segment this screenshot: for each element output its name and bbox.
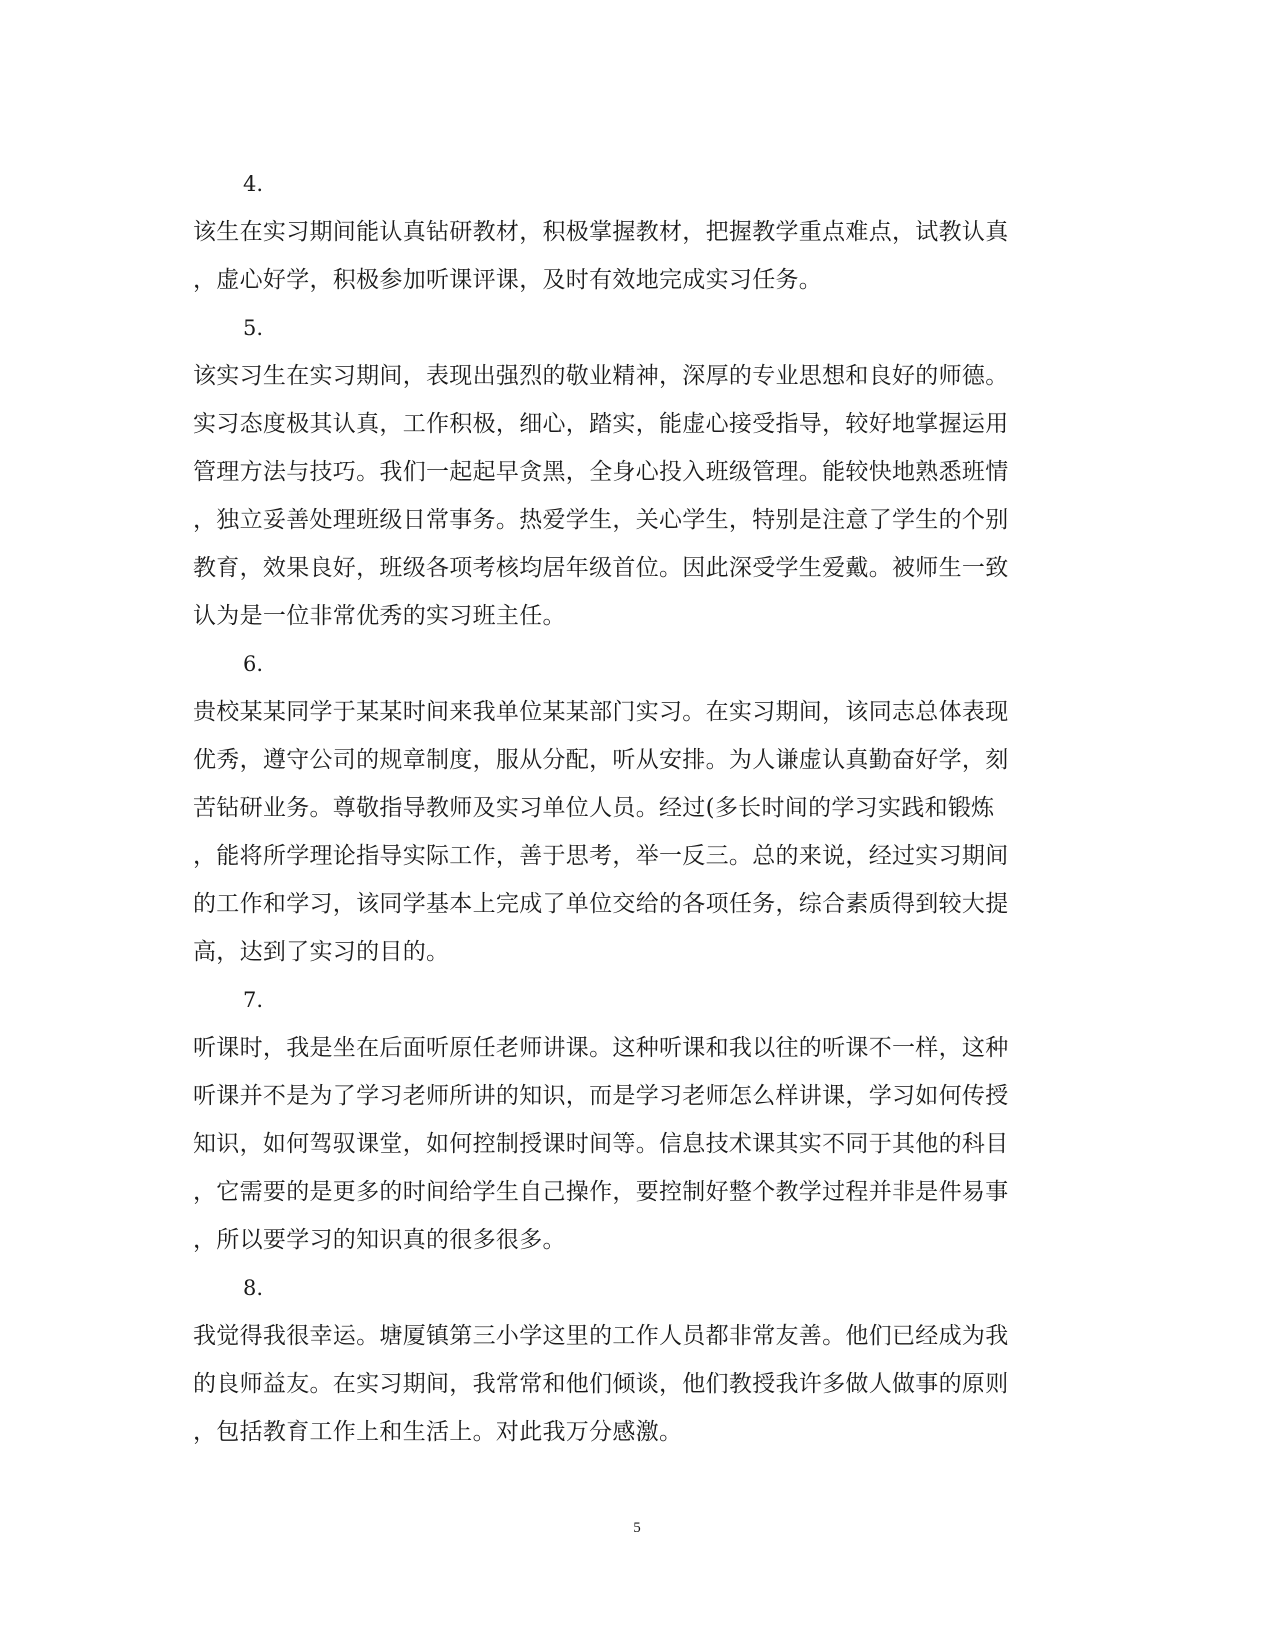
paragraph-line: 优秀，遵守公司的规章制度，服从分配，听从安排。为人谦虚认真勤奋好学，刻 xyxy=(193,747,1009,773)
section-number: 4. xyxy=(243,172,264,196)
section-8 xyxy=(193,1264,1073,1456)
section-number: 6. xyxy=(243,652,264,676)
paragraph-line: 知识，如何驾驭课堂，如何控制授课时间等。信息技术课其实不同于其他的科目 xyxy=(193,1131,1009,1157)
paragraph-line: 该生在实习期间能认真钻研教材，积极掌握教材，把握教学重点难点，试教认真 xyxy=(193,219,1009,245)
paragraph-line: 贵校某某同学于某某时间来我单位某某部门实习。在实习期间，该同志总体表现 xyxy=(193,699,1009,725)
paragraph-line: 的工作和学习，该同学基本上完成了单位交给的各项任务，综合素质得到较大提 xyxy=(193,891,1009,917)
section-number: 7. xyxy=(243,988,264,1012)
paragraph-line: 听课并不是为了学习老师所讲的知识，而是学习老师怎么样讲课，学习如何传授 xyxy=(193,1083,1009,1109)
paragraph-line: ，独立妥善处理班级日常事务。热爱学生，关心学生，特别是注意了学生的个别 xyxy=(193,507,1009,533)
paragraph-line: ，包括教育工作上和生活上。对此我万分感激。 xyxy=(193,1419,683,1445)
paragraph-line: ，虚心好学，积极参加听课评课，及时有效地完成实习任务。 xyxy=(193,267,823,293)
page-number: 5 xyxy=(633,1520,641,1536)
section-4 xyxy=(193,160,1073,304)
paragraph-line: 我觉得我很幸运。塘厦镇第三小学这里的工作人员都非常友善。他们已经成为我 xyxy=(193,1323,1009,1349)
section-7 xyxy=(193,976,1073,1264)
paragraph-line: 苦钻研业务。尊敬指导教师及实习单位人员。经过(多长时间的学习实践和锻炼 xyxy=(193,795,995,821)
paragraph-line: ，它需要的是更多的时间给学生自己操作，要控制好整个教学过程并非是件易事 xyxy=(193,1179,1009,1205)
section-5 xyxy=(193,304,1073,640)
paragraph-line: 的良师益友。在实习期间，我常常和他们倾谈，他们教授我许多做人做事的原则 xyxy=(193,1371,1009,1397)
section-number: 5. xyxy=(243,316,264,340)
paragraph-line: 听课时，我是坐在后面听原任老师讲课。这种听课和我以往的听课不一样，这种 xyxy=(193,1035,1009,1061)
paragraph-line: 认为是一位非常优秀的实习班主任。 xyxy=(193,603,566,629)
paragraph-line: ，能将所学理论指导实际工作，善于思考，举一反三。总的来说，经过实习期间 xyxy=(193,843,1009,869)
paragraph-line: 教育，效果良好，班级各项考核均居年级首位。因此深受学生爱戴。被师生一致 xyxy=(193,555,1009,581)
paragraph-line: 实习态度极其认真，工作积极，细心，踏实，能虚心接受指导，较好地掌握运用 xyxy=(193,411,1009,437)
paragraph-line: 高，达到了实习的目的。 xyxy=(193,939,450,965)
document-body xyxy=(193,160,1073,1456)
section-number: 8. xyxy=(243,1276,264,1300)
paragraph-line: 管理方法与技巧。我们一起起早贪黑，全身心投入班级管理。能较快地熟悉班情 xyxy=(193,459,1009,485)
paragraph-line: ，所以要学习的知识真的很多很多。 xyxy=(193,1227,566,1253)
section-6 xyxy=(193,640,1073,976)
paragraph-line: 该实习生在实习期间，表现出强烈的敬业精神，深厚的专业思想和良好的师德。 xyxy=(193,363,1009,389)
